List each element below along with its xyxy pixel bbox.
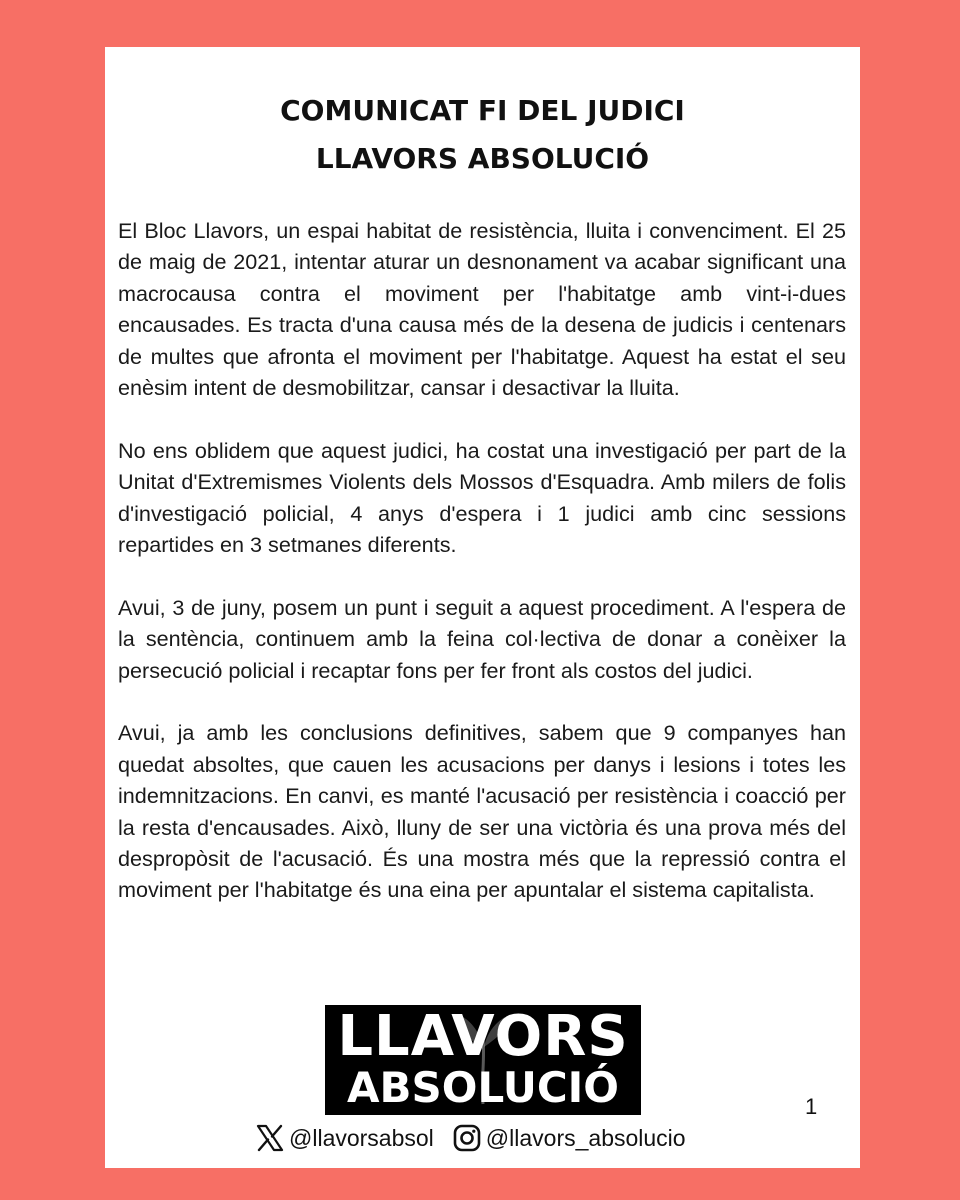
title-line-1: COMUNICAT FI DEL JUDICI (280, 94, 685, 127)
x-icon (255, 1123, 285, 1153)
title-line-2: LLAVORS ABSOLUCIÓ (315, 142, 650, 175)
statement-body (118, 215, 846, 937)
page-number: 1 (805, 1094, 818, 1119)
paragraph-2: No ens oblidem que aquest judici, ha costat una investigació per part de la Unitat d'Extremismes Violents dels Mossos d'Esquadra. Amb milers de folis d'investigació policial, 4 anys d'espera i 1 judici amb cinc sessions repartides en 3 setmanes diferents. (118, 437, 846, 558)
logo-line-1: LLAVORS (337, 1005, 629, 1069)
instagram-icon (452, 1123, 482, 1153)
llavors-absolucio-logo (325, 1005, 641, 1115)
statement-card (105, 47, 860, 1168)
instagram-link[interactable] (452, 1123, 686, 1153)
x-handle: @llavorsabsol (289, 1124, 434, 1151)
paragraph-1: El Bloc Llavors, un espai habitat de resistència, lluita i convenciment. El 25 de maig de 2021, intentar aturar un desnonament va acabar significant una macrocausa contra el moviment per l'habitatge amb vint-i-dues encausades. Es tracta d'una causa més de la desena de judicis i centenars de multes que afronta el moviment per l'habitatge. Aquest ha estat el seu enèsim intent de desmobilitzar, cansar i desactivar la lluita. (118, 218, 846, 401)
social-links (255, 1123, 686, 1153)
paragraph-4: Avui, ja amb les conclusions definitives, sabem que 9 companyes han quedat absoltes, que cauen les acusacions per danys i lesions i totes les indemnitzacions. En canvi, es manté l'acusació per resistència i coacció per la resta d'encausades. Això, lluny de ser una victòria és una prova més del despropòsit de l'acusació. És una mostra més que la repressió contra el moviment per l'habitatge és una eina per apuntalar el sistema capitalista. (118, 720, 846, 903)
page-title (105, 87, 860, 183)
paragraph-3: Avui, 3 de juny, posem un punt i seguit a aquest procediment. A l'espera de la sentència, continuem amb la feina col·lectiva de donar a conèixer la persecució policial i recaptar fons per fer front als costos del judici. (118, 594, 846, 683)
instagram-handle: @llavors_absolucio (485, 1124, 686, 1151)
x-link[interactable] (255, 1123, 434, 1153)
logo-line-2: ABSOLUCIÓ (347, 1063, 619, 1112)
